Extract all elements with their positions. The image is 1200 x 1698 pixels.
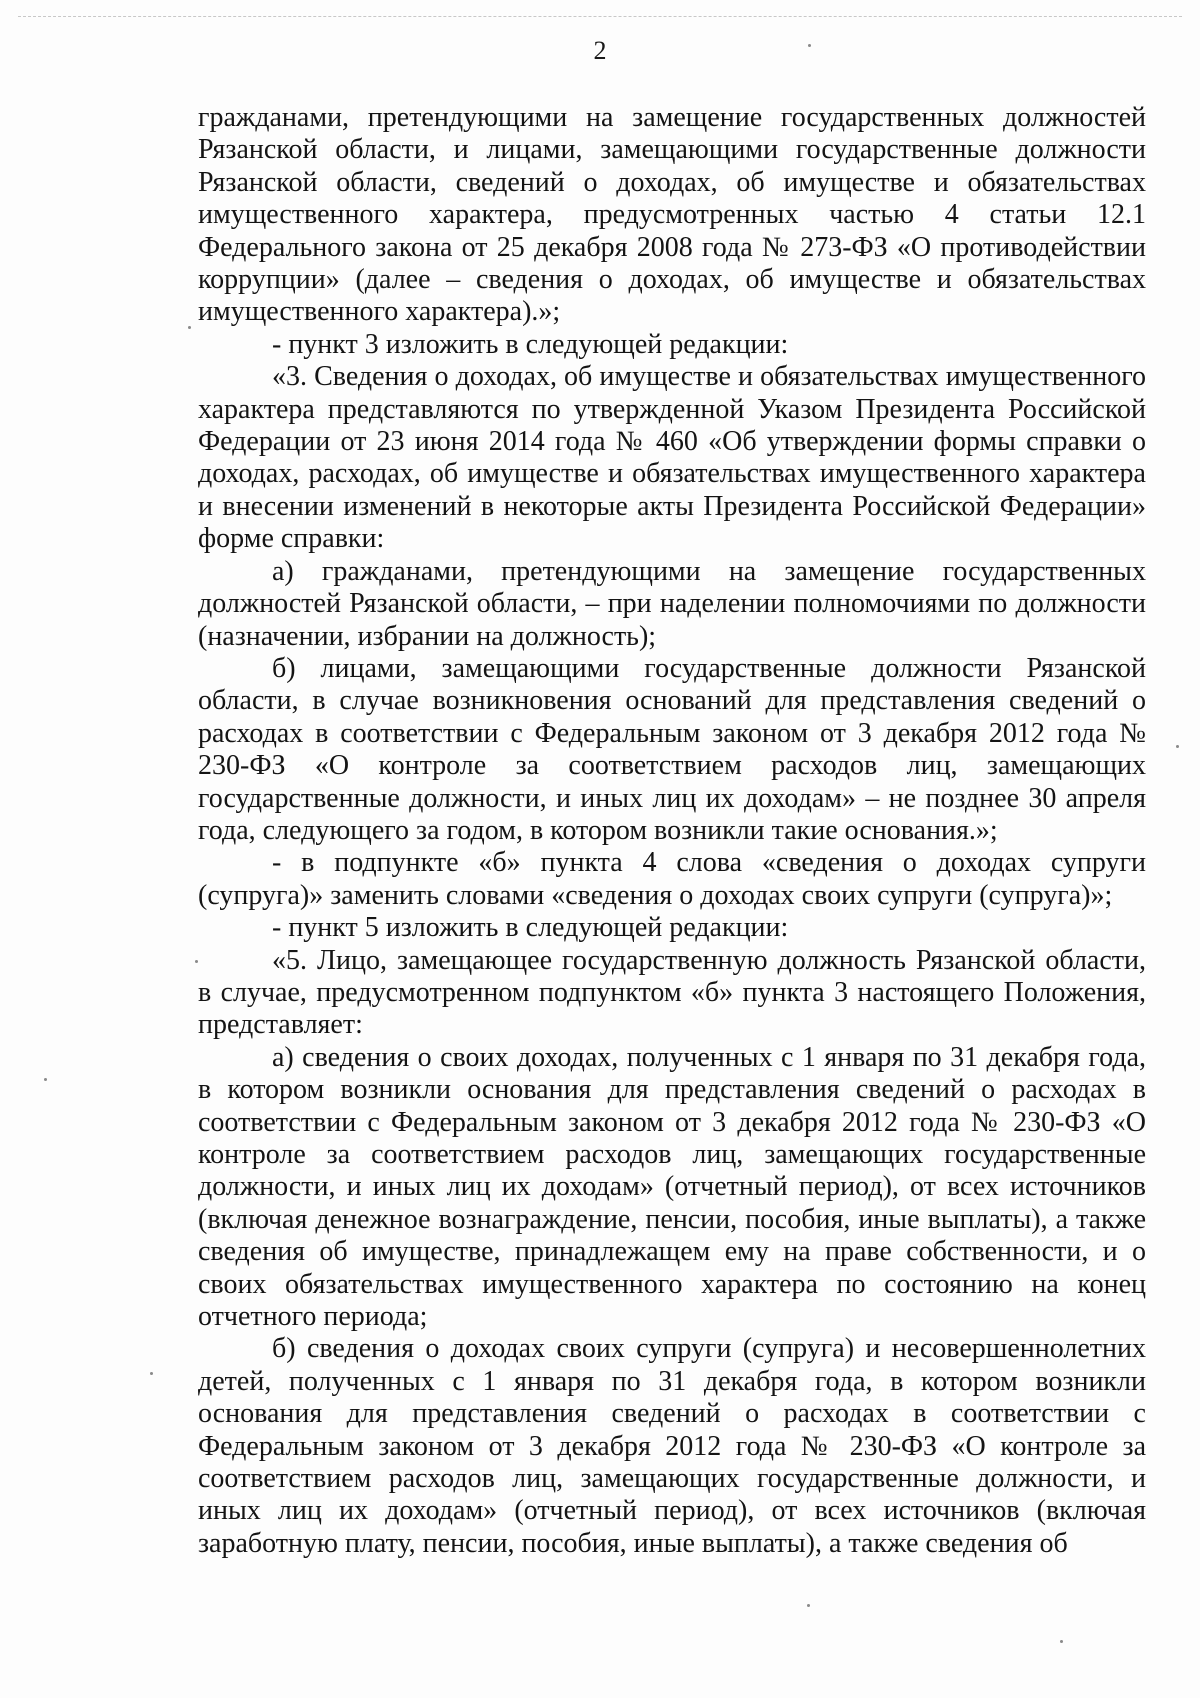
document-body	[198, 102, 1146, 1560]
paragraph-item5-instruction: - пункт 5 изложить в следующей редакции:	[272, 912, 789, 944]
scan-speck	[808, 44, 811, 47]
scan-speck	[195, 960, 198, 963]
scan-speck	[807, 1604, 810, 1607]
scan-speck	[1060, 1640, 1063, 1643]
paragraph-item3-text: «3. Сведения о доходах, об имуществе и обязательствах имущественного характера представляются по утвержденной Указом Президента Российской Федерации от 23 июня 2014 года № 460 «Об утверждении формы справки о доходах, расходах, об имуществе и обязательствах имущественного характера и внесении изменений в некоторые акты Президента Российской Федерации» форме справки:	[198, 361, 1146, 555]
scan-edge-line	[18, 16, 1182, 17]
paragraph-item4-change: - в подпункте «б» пункта 4 слова «сведения о доходах супруги (супруга)» заменить словами «сведения о доходах своих супруги (супруга)»;	[198, 847, 1146, 911]
scan-speck	[44, 1078, 47, 1081]
paragraph-continuation: гражданами, претендующими на замещение государственных должностей Рязанской области, и лицами, замещающими государственные должности Рязанской области, сведений о доходах, об имуществе и обязательствах имущественного характера, предусмотренных частью 4 статьи 12.1 Федерального закона от 25 декабря 2008 года № 273-ФЗ «О противодействии коррупции» (далее – сведения о доходах, об имуществе и обязательствах имущественного характера).»;	[198, 102, 1146, 328]
paragraph-item5-text: «5. Лицо, замещающее государственную должность Рязанской области, в случае, предусмотренном подпунктом «б» пункта 3 настоящего Положения, представляет:	[198, 944, 1146, 1041]
scan-speck	[1176, 745, 1179, 748]
paragraph-item5-b: б) сведения о доходах своих супруги (супруга) и несовершеннолетних детей, полученных с 1 января по 31 декабря года, в котором возникли основания для представления сведений о расходах в соответствии с Федеральным законом от 3 декабря 2012 года № 230-ФЗ «О контроле за соответствием расходов лиц, замещающих государственные должности, и иных лиц их доходам» (отчетный период), от всех источников (включая заработную плату, пенсии, пособия, иные выплаты), а также сведения об	[198, 1333, 1146, 1559]
scan-speck	[150, 1372, 153, 1375]
paragraph-item5-a: а) сведения о своих доходах, полученных с 1 января по 31 декабря года, в котором возникли основания для представления сведений о расходах в соответствии с Федеральным законом от 3 декабря 2012 года № 230-ФЗ «О контроле за соответствием расходов лиц, замещающих государственные должности, и иных лиц их доходам» (отчетный период), от всех источников (включая денежное вознаграждение, пенсии, пособия, иные выплаты), а также сведения об имуществе, принадлежащем ему на праве собственности, и о своих обязательствах имущественного характера по состоянию на конец отчетного периода;	[198, 1041, 1146, 1333]
scan-speck	[188, 326, 191, 329]
page-number: 2	[593, 36, 607, 65]
paragraph-item3-b: б) лицами, замещающими государственные должности Рязанской области, в случае возникновения оснований для представления сведений о расходах в соответствии с Федеральным законом от 3 декабря 2012 года № 230-ФЗ «О контроле за соответствием расходов лиц, замещающих государственные должности, и иных лиц их доходам» – не позднее 30 апреля года, следующего за годом, в котором возникли такие основания.»;	[198, 652, 1146, 846]
paragraph-item3-instruction: - пункт 3 изложить в следующей редакции:	[272, 328, 789, 360]
paragraph-item3-a: а) гражданами, претендующими на замещение государственных должностей Рязанской области, – при наделении полномочиями по должности (назначении, избрании на должность);	[198, 555, 1146, 652]
